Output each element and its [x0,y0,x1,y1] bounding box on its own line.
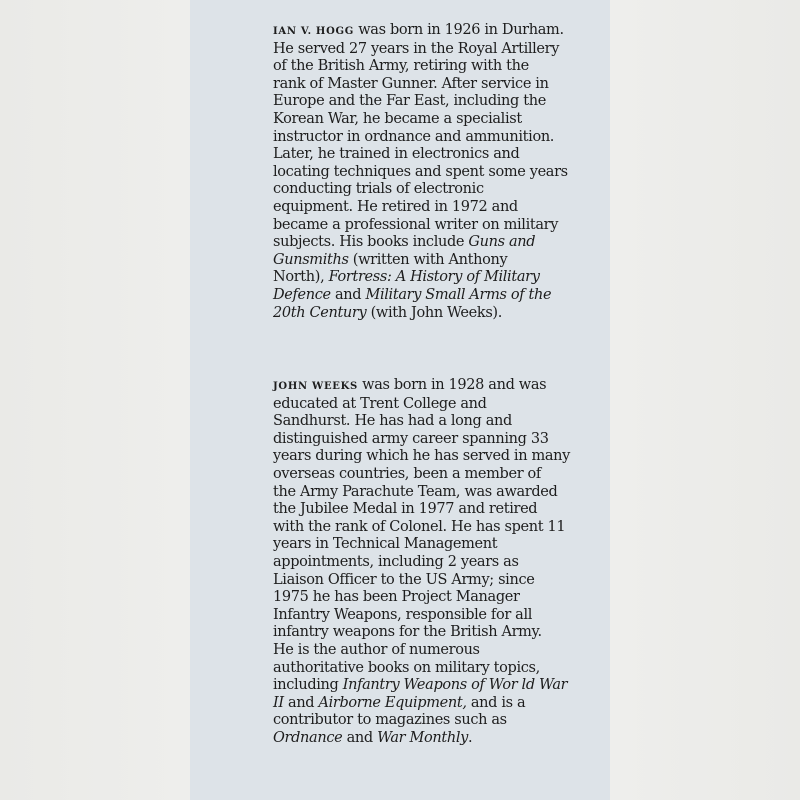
bio-line [273,677,613,695]
bio-line: conducting trials of electronic [273,181,484,198]
bio-text: was born in 1928 and was [357,377,547,393]
bio-line: rank of Master Gunner. After service in [273,75,549,92]
bio-line [273,287,613,305]
bio-line: He served 27 years in the Royal Artillery [273,40,560,57]
bio-line: educated at Trent College and [273,395,487,412]
left-background [0,0,190,800]
bio-text: including [273,677,343,694]
author-bio-ian-hogg [273,22,613,322]
author-bio-john-weeks [273,377,613,747]
bio-line: overseas countries, been a member of [273,465,541,482]
bio-line [273,22,613,41]
bio-line: infantry weapons for the British Army. [273,624,542,641]
bio-line: equipment. He retired in 1972 and [273,198,518,215]
bio-text: subjects. His books include [273,234,469,251]
bio-text: and [342,729,378,746]
bio-line: distinguished army career spanning 33 [273,430,549,447]
book-title: II [273,694,284,711]
bio-text: and is a [466,694,526,711]
bio-line: appointments, including 2 years as [273,553,519,570]
book-title: Defence [273,286,331,303]
bio-line: Sandhurst. He has had a long and [273,413,512,430]
bio-line [273,377,613,396]
bio-line [273,269,613,287]
book-title: Infantry Weapons of Wor ld War [342,677,568,694]
bio-line: years during which he has served in many [273,448,570,465]
bio-line: Liaison Officer to the US Army; since [273,571,535,588]
book-title: Gunsmiths [273,251,349,268]
book-title: Guns and [468,234,536,251]
bio-text: and [330,286,366,303]
bio-line: contributor to magazines such as [273,712,507,729]
bio-line: Later, he trained in electronics and [273,146,520,163]
bio-line: authoritative books on military topics, [273,659,540,676]
bio-line: Infantry Weapons, responsible for all [273,606,533,623]
bio-text: (with John Weeks). [366,304,502,321]
right-background [610,0,800,800]
bio-line: 1975 he has been Project Manager [273,589,520,606]
bio-line: with the rank of Colonel. He has spent 11 [273,518,566,535]
book-title: 20th Century [273,304,367,321]
bio-line: the Army Parachute Team, was awarded [273,483,558,500]
bio-line: years in Technical Management [273,536,498,553]
author-name: JOHN WEEKS [273,381,358,392]
bio-line: instructor in ordnance and ammunition. [273,128,555,145]
bio-line [273,730,613,748]
bio-line: of the British Army, retiring with the [273,58,529,75]
bio-line [273,305,613,323]
magazine-title: Ordnance [273,729,343,746]
bio-line: became a professional writer on military [273,216,559,233]
bio-line [273,234,613,252]
book-title: Military Small Arms of the [365,286,552,303]
bio-line [273,252,613,270]
author-name: IAN V. HOGG [273,26,354,37]
bio-line: Europe and the Far East, including the [273,93,546,110]
bio-text: was born in 1926 in Durham. [353,22,564,38]
magazine-title: War Monthly [377,729,468,746]
bio-line: He is the author of numerous [273,641,480,658]
bio-text: . [467,729,473,746]
bio-line: Korean War, he became a specialist [273,110,522,127]
bio-line: locating techniques and spent some years [273,163,568,180]
bio-text: (written with Anthony [348,251,508,268]
bio-line: the Jubilee Medal in 1977 and retired [273,501,538,518]
book-title: Fortress: A History of Military [328,269,540,286]
bio-text: and [283,694,319,711]
bio-text: North), [273,269,329,286]
book-title: Airborne Equipment, [318,694,467,711]
bio-line [273,695,613,713]
